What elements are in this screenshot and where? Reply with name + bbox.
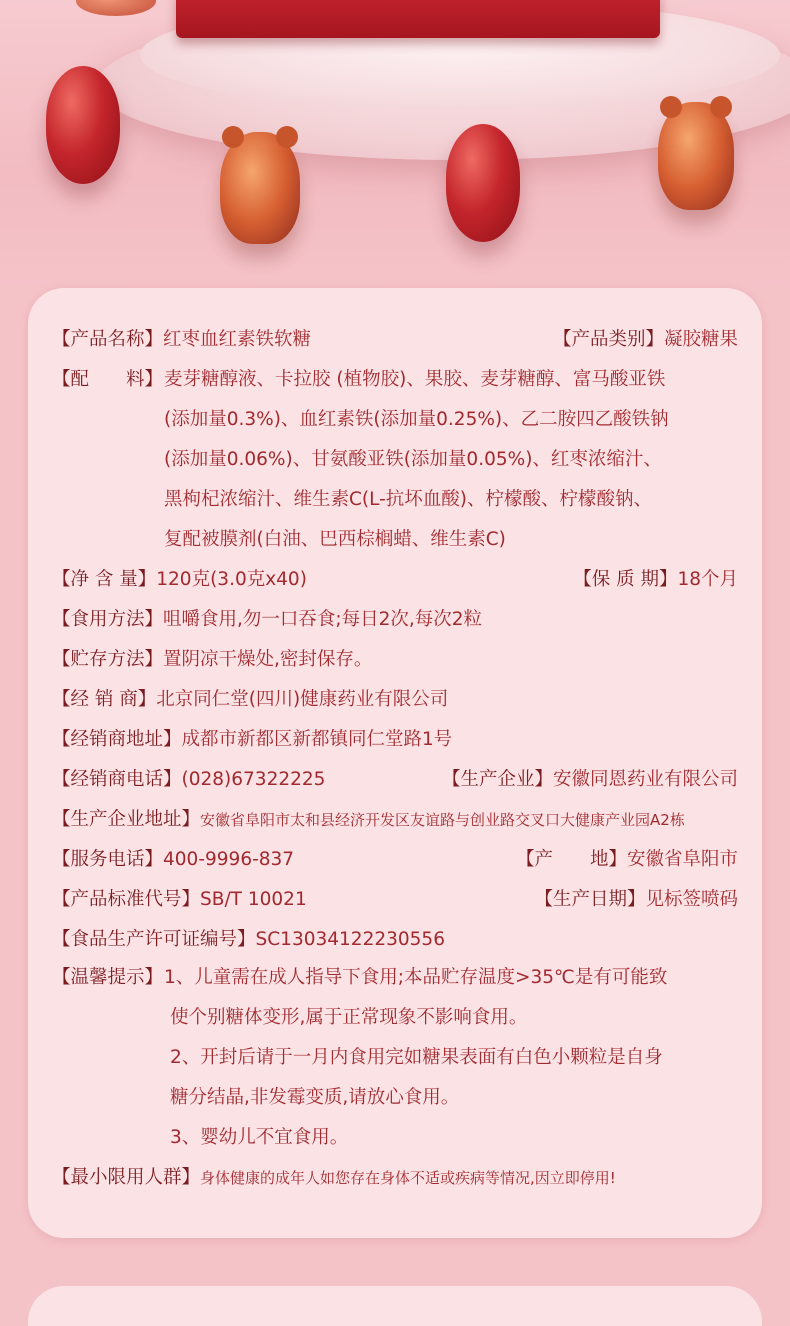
tips-label: 【温馨提示】 [52,967,164,988]
usage-value: 咀嚼食用,勿一口吞食;每日2次,每次2粒 [163,609,483,630]
tips-line: 糖分结晶,非发霉变质,请放心食用。 [170,1087,460,1108]
shelf-life: 【保 质 期】18个月 [573,569,738,590]
manufacturer: 【生产企业】安徽同恩药业有限公司 [441,769,738,790]
distributor-phone: 【经销商电话】(028)67322225 [52,769,326,790]
manufacturer-address-label: 【生产企业地址】 [52,809,201,830]
distributor-label: 【经 销 商】 [52,689,157,710]
storage-value: 置阴凉干燥处,密封保存。 [163,649,373,670]
gummy-bear [658,102,734,210]
product-standard: 【产品标准代号】SB/T 10021 [52,889,307,910]
ingredients-line: (添加量0.3%)、血红素铁(添加量0.25%)、乙二胺四乙酸铁钠 [164,409,669,430]
tips-line: 3、婴幼儿不宜食用。 [170,1127,349,1148]
ingredients-line: 复配被膜剂(白油、巴西棕榈蜡、维生素C) [164,529,506,550]
storage-label: 【贮存方法】 [52,649,164,670]
net-content: 【净 含 量】120克(3.0克x40) [52,569,307,590]
tips-line: 2、开封后请于一月内食用完如糖果表面有白色小颗粒是自身 [170,1047,663,1068]
ingredients-line: (添加量0.06%)、甘氨酸亚铁(添加量0.05%)、红枣浓缩汁、 [164,449,662,470]
hero-product-image [0,0,790,290]
product-name: 【产品名称】红枣血红素铁软糖 [52,329,312,350]
origin: 【产 地】安徽省阜阳市 [515,849,738,870]
distributor-address-label: 【经销商地址】 [52,729,182,750]
next-card-edge [28,1286,762,1326]
distributor-value: 北京同仁堂(四川)健康药业有限公司 [156,689,449,710]
restricted-value: 身体健康的成年人如您存在身体不适或疾病等情况,因立即停用! [200,1169,616,1187]
red-jujube [46,66,120,184]
license-label: 【食品生产许可证编号】 [52,929,256,950]
distributor-address-value: 成都市新都区新都镇同仁堂路1号 [181,729,453,750]
production-date: 【生产日期】见标签喷码 [534,889,738,910]
ingredients-line: 黑枸杞浓缩汁、维生素C(L-抗坏血酸)、柠檬酸、柠檬酸钠、 [164,489,653,510]
usage-label: 【食用方法】 [52,609,164,630]
ingredients-label: 【配 料】 [52,369,164,390]
restricted-label: 【最小限用人群】 [52,1167,201,1188]
product-box [176,0,660,38]
gummy-bear [220,132,300,244]
product-category: 【产品类别】凝胶糖果 [552,329,738,350]
ingredients-line: 麦芽糖醇液、卡拉胶 (植物胶)、果胶、麦芽糖醇、富马酸亚铁 [164,369,666,390]
license-value: SC13034122230556 [255,929,445,950]
fruit-decor [76,0,156,16]
tips-line: 1、儿童需在成人指导下食用;本品贮存温度>35℃是有可能致 [164,967,668,988]
red-jujube [446,124,520,242]
service-phone: 【服务电话】400-9996-837 [52,849,295,870]
tips-line: 使个别糖体变形,属于正常现象不影响食用。 [170,1007,528,1028]
manufacturer-address-value: 安徽省阜阳市太和县经济开发区友谊路与创业路交叉口大健康产业园A2栋 [200,811,685,829]
